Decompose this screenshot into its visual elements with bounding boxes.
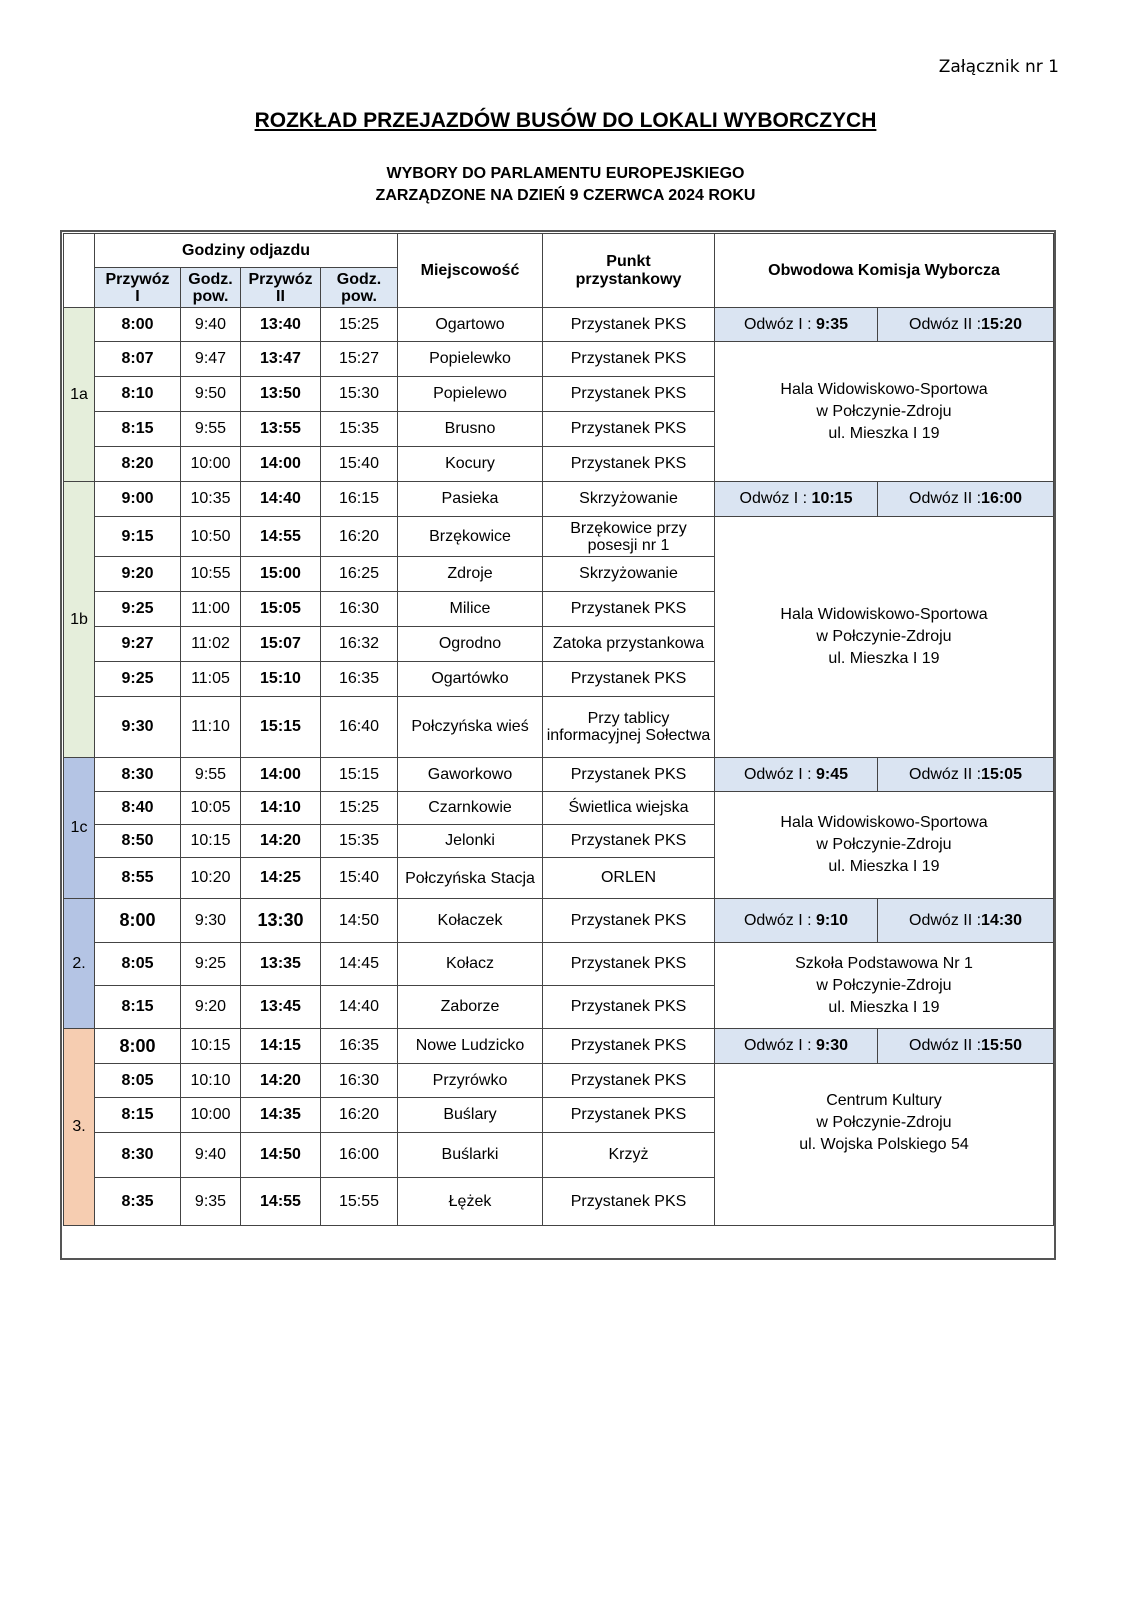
godz-pow-1-time: 10:15 (181, 825, 241, 858)
town-name: Pasieka (398, 482, 543, 517)
page-title: ROZKŁAD PRZEJAZDÓW BUSÓW DO LOKALI WYBORCZYCH (254, 109, 877, 132)
group-label: 1c (64, 758, 95, 899)
town-header: Miejscowość (398, 234, 543, 308)
przywoz-1-time: 8:00 (95, 1029, 181, 1064)
przywoz-2-time: 13:35 (241, 943, 321, 986)
stop-name: Przystanek PKS (543, 1029, 715, 1064)
przywoz-1-time: 8:10 (95, 377, 181, 412)
godz-pow-2-time: 14:40 (321, 986, 398, 1029)
godz-pow-2-time: 15:30 (321, 377, 398, 412)
odwoz-2: Odwóz II :16:00 (878, 482, 1054, 517)
town-name: Zdroje (398, 557, 543, 592)
przywoz-2-time: 15:07 (241, 627, 321, 662)
town-name: Kocury (398, 447, 543, 482)
godz-pow-1-time: 10:10 (181, 1064, 241, 1098)
przywoz-2-time: 13:50 (241, 377, 321, 412)
town-name: Łężek (398, 1178, 543, 1226)
przywoz-2-time: 14:10 (241, 792, 321, 825)
przywoz-2-time: 15:15 (241, 697, 321, 758)
stop-name: Przystanek PKS (543, 943, 715, 986)
przywoz-2-time: 13:30 (241, 899, 321, 943)
godz-pow-2-time: 16:35 (321, 662, 398, 697)
stop-name: Przystanek PKS (543, 758, 715, 792)
przywoz-1-time: 9:30 (95, 697, 181, 758)
godz-pow-1-time: 9:40 (181, 308, 241, 342)
godz-pow-1-time: 9:50 (181, 377, 241, 412)
godz-pow-2-time: 16:32 (321, 627, 398, 662)
przywoz-1-time: 8:00 (95, 308, 181, 342)
stop-name: Zatoka przystankowa (543, 627, 715, 662)
stop-name: Przystanek PKS (543, 1098, 715, 1133)
town-name: Połczyńska wieś (398, 697, 543, 758)
godz-pow-2-time: 15:40 (321, 858, 398, 899)
town-name: Jelonki (398, 825, 543, 858)
group-label: 1b (64, 482, 95, 758)
town-name: Czarnkowie (398, 792, 543, 825)
przywoz-1-time: 8:20 (95, 447, 181, 482)
stop-name: Przystanek PKS (543, 1178, 715, 1226)
stop-header: Punkt przystankowy (543, 234, 715, 308)
group-header-cell (64, 234, 95, 308)
town-name: Brusno (398, 412, 543, 447)
godz-pow-2-time: 16:30 (321, 592, 398, 627)
subtitle-line-2: ZARZĄDZONE NA DZIEŃ 9 CZERWCA 2024 ROKU (375, 187, 756, 204)
godz-pow-1-time: 9:30 (181, 899, 241, 943)
commission-header: Obwodowa Komisja Wyborcza (715, 234, 1054, 308)
przywoz-1-time: 8:05 (95, 1064, 181, 1098)
town-name: Milice (398, 592, 543, 627)
godz-pow-1-time: 11:05 (181, 662, 241, 697)
godz-pow-2-time: 16:40 (321, 697, 398, 758)
town-name: Ogrodno (398, 627, 543, 662)
przywoz-1-time: 8:15 (95, 412, 181, 447)
stop-name: Skrzyżowanie (543, 482, 715, 517)
godz-pow-2-time: 16:20 (321, 1098, 398, 1133)
godz-pow-2-time: 16:25 (321, 557, 398, 592)
group-label: 1a (64, 308, 95, 482)
godz-pow-1-time: 10:00 (181, 1098, 241, 1133)
przywoz-2-time: 13:55 (241, 412, 321, 447)
godz-pow-1-time: 9:35 (181, 1178, 241, 1226)
przywoz-1-time: 8:05 (95, 943, 181, 986)
polling-place: Centrum Kultury w Połczynie-Zdroju ul. Wojska Polskiego 54 (715, 1064, 1054, 1226)
przywoz-1-time: 8:07 (95, 342, 181, 377)
godz-pow-1-time: 11:00 (181, 592, 241, 627)
godz-pow-1-time: 9:40 (181, 1133, 241, 1178)
stop-name: Skrzyżowanie (543, 557, 715, 592)
godz-pow-1-time: 9:25 (181, 943, 241, 986)
town-name: Ogartowo (398, 308, 543, 342)
stop-name: Przystanek PKS (543, 986, 715, 1029)
godz-pow-2-header: Godz. pow. (321, 268, 398, 308)
przywoz-1-header: Przywóz I (95, 268, 181, 308)
town-name: Przyrówko (398, 1064, 543, 1098)
godz-pow-2-time: 15:55 (321, 1178, 398, 1226)
town-name: Kołaczek (398, 899, 543, 943)
przywoz-2-time: 13:45 (241, 986, 321, 1029)
godz-pow-1-time: 10:15 (181, 1029, 241, 1064)
stop-name: Krzyż (543, 1133, 715, 1178)
przywoz-2-time: 14:25 (241, 858, 321, 899)
przywoz-1-time: 8:35 (95, 1178, 181, 1226)
przywoz-2-time: 15:10 (241, 662, 321, 697)
przywoz-1-time: 8:00 (95, 899, 181, 943)
godz-pow-1-time: 9:55 (181, 412, 241, 447)
town-name: Ogartówko (398, 662, 543, 697)
stop-name: Przystanek PKS (543, 825, 715, 858)
przywoz-2-time: 14:40 (241, 482, 321, 517)
przywoz-2-time: 14:55 (241, 517, 321, 557)
przywoz-1-time: 8:40 (95, 792, 181, 825)
godz-pow-2-time: 16:15 (321, 482, 398, 517)
stop-name: Przystanek PKS (543, 377, 715, 412)
godz-pow-1-time: 9:47 (181, 342, 241, 377)
godz-pow-2-time: 15:35 (321, 412, 398, 447)
town-name: Popielewko (398, 342, 543, 377)
godz-pow-1-time: 10:50 (181, 517, 241, 557)
polling-place: Hala Widowiskowo-Sportowa w Połczynie-Zdroju ul. Mieszka I 19 (715, 517, 1054, 758)
przywoz-2-time: 14:00 (241, 447, 321, 482)
przywoz-1-time: 8:15 (95, 986, 181, 1029)
godz-pow-2-time: 14:45 (321, 943, 398, 986)
polling-place: Hala Widowiskowo-Sportowa w Połczynie-Zdroju ul. Mieszka I 19 (715, 342, 1054, 482)
town-name: Brzękowice (398, 517, 543, 557)
przywoz-2-time: 15:05 (241, 592, 321, 627)
przywoz-1-time: 9:25 (95, 592, 181, 627)
przywoz-2-time: 13:47 (241, 342, 321, 377)
subtitle-line-1: WYBORY DO PARLAMENTU EUROPEJSKIEGO (386, 165, 745, 182)
godz-pow-2-time: 16:30 (321, 1064, 398, 1098)
stop-name: Brzękowice przy posesji nr 1 (543, 517, 715, 557)
przywoz-2-time: 14:20 (241, 825, 321, 858)
przywoz-1-time: 8:15 (95, 1098, 181, 1133)
annex-label: Załącznik nr 1 (938, 57, 1059, 77)
godz-pow-2-time: 15:40 (321, 447, 398, 482)
stop-name: Przystanek PKS (543, 342, 715, 377)
group-label: 3. (64, 1029, 95, 1226)
godz-pow-1-time: 9:20 (181, 986, 241, 1029)
przywoz-1-time: 8:30 (95, 758, 181, 792)
godz-pow-2-time: 15:25 (321, 792, 398, 825)
stop-name: Przystanek PKS (543, 899, 715, 943)
godz-pow-2-time: 16:20 (321, 517, 398, 557)
stop-name: Przy tablicy informacyjnej Sołectwa (543, 697, 715, 758)
godz-pow-1-time: 10:05 (181, 792, 241, 825)
godz-pow-2-time: 16:35 (321, 1029, 398, 1064)
town-name: Kołacz (398, 943, 543, 986)
odwoz-2: Odwóz II :14:30 (878, 899, 1054, 943)
przywoz-1-time: 9:15 (95, 517, 181, 557)
stop-name: Przystanek PKS (543, 412, 715, 447)
polling-place: Hala Widowiskowo-Sportowa w Połczynie-Zdroju ul. Mieszka I 19 (715, 792, 1054, 899)
przywoz-1-time: 9:00 (95, 482, 181, 517)
godz-pow-1-header: Godz. pow. (181, 268, 241, 308)
godz-pow-2-time: 14:50 (321, 899, 398, 943)
przywoz-1-time: 8:50 (95, 825, 181, 858)
odwoz-1: Odwóz I : 9:30 (715, 1029, 878, 1064)
odwoz-1: Odwóz I : 9:10 (715, 899, 878, 943)
stop-name: Przystanek PKS (543, 447, 715, 482)
town-name: Buślarki (398, 1133, 543, 1178)
stop-name: Przystanek PKS (543, 308, 715, 342)
przywoz-1-time: 9:20 (95, 557, 181, 592)
schedule-table (63, 233, 1054, 1226)
town-name: Połczyńska Stacja (398, 858, 543, 899)
przywoz-1-time: 9:27 (95, 627, 181, 662)
przywoz-2-time: 14:00 (241, 758, 321, 792)
przywoz-2-time: 14:50 (241, 1133, 321, 1178)
town-name: Popielewo (398, 377, 543, 412)
odwoz-1: Odwóz I : 9:45 (715, 758, 878, 792)
godz-pow-2-time: 15:27 (321, 342, 398, 377)
godz-pow-1-time: 10:20 (181, 858, 241, 899)
godz-pow-1-time: 11:02 (181, 627, 241, 662)
godz-pow-2-time: 15:25 (321, 308, 398, 342)
przywoz-2-time: 14:55 (241, 1178, 321, 1226)
town-name: Zaborze (398, 986, 543, 1029)
przywoz-1-time: 9:25 (95, 662, 181, 697)
odwoz-1: Odwóz I : 10:15 (715, 482, 878, 517)
przywoz-2-time: 15:00 (241, 557, 321, 592)
odwoz-2: Odwóz II :15:50 (878, 1029, 1054, 1064)
godz-pow-2-time: 15:15 (321, 758, 398, 792)
odwoz-1: Odwóz I : 9:35 (715, 308, 878, 342)
godz-pow-2-time: 16:00 (321, 1133, 398, 1178)
godz-pow-1-time: 9:55 (181, 758, 241, 792)
przywoz-2-header: Przywóz II (241, 268, 321, 308)
stop-name: Przystanek PKS (543, 1064, 715, 1098)
town-name: Gaworkowo (398, 758, 543, 792)
przywoz-2-time: 14:15 (241, 1029, 321, 1064)
przywoz-1-time: 8:30 (95, 1133, 181, 1178)
departure-times-header: Godziny odjazdu (95, 234, 398, 268)
town-name: Nowe Ludzicko (398, 1029, 543, 1064)
godz-pow-1-time: 10:55 (181, 557, 241, 592)
przywoz-2-time: 14:35 (241, 1098, 321, 1133)
stop-name: ORLEN (543, 858, 715, 899)
przywoz-2-time: 13:40 (241, 308, 321, 342)
przywoz-1-time: 8:55 (95, 858, 181, 899)
godz-pow-1-time: 10:00 (181, 447, 241, 482)
town-name: Buślary (398, 1098, 543, 1133)
stop-name: Świetlica wiejska (543, 792, 715, 825)
group-label: 2. (64, 899, 95, 1029)
stop-name: Przystanek PKS (543, 592, 715, 627)
godz-pow-1-time: 10:35 (181, 482, 241, 517)
przywoz-2-time: 14:20 (241, 1064, 321, 1098)
polling-place: Szkoła Podstawowa Nr 1 w Połczynie-Zdroju ul. Mieszka I 19 (715, 943, 1054, 1029)
odwoz-2: Odwóz II :15:05 (878, 758, 1054, 792)
godz-pow-1-time: 11:10 (181, 697, 241, 758)
stop-name: Przystanek PKS (543, 662, 715, 697)
godz-pow-2-time: 15:35 (321, 825, 398, 858)
odwoz-2: Odwóz II :15:20 (878, 308, 1054, 342)
